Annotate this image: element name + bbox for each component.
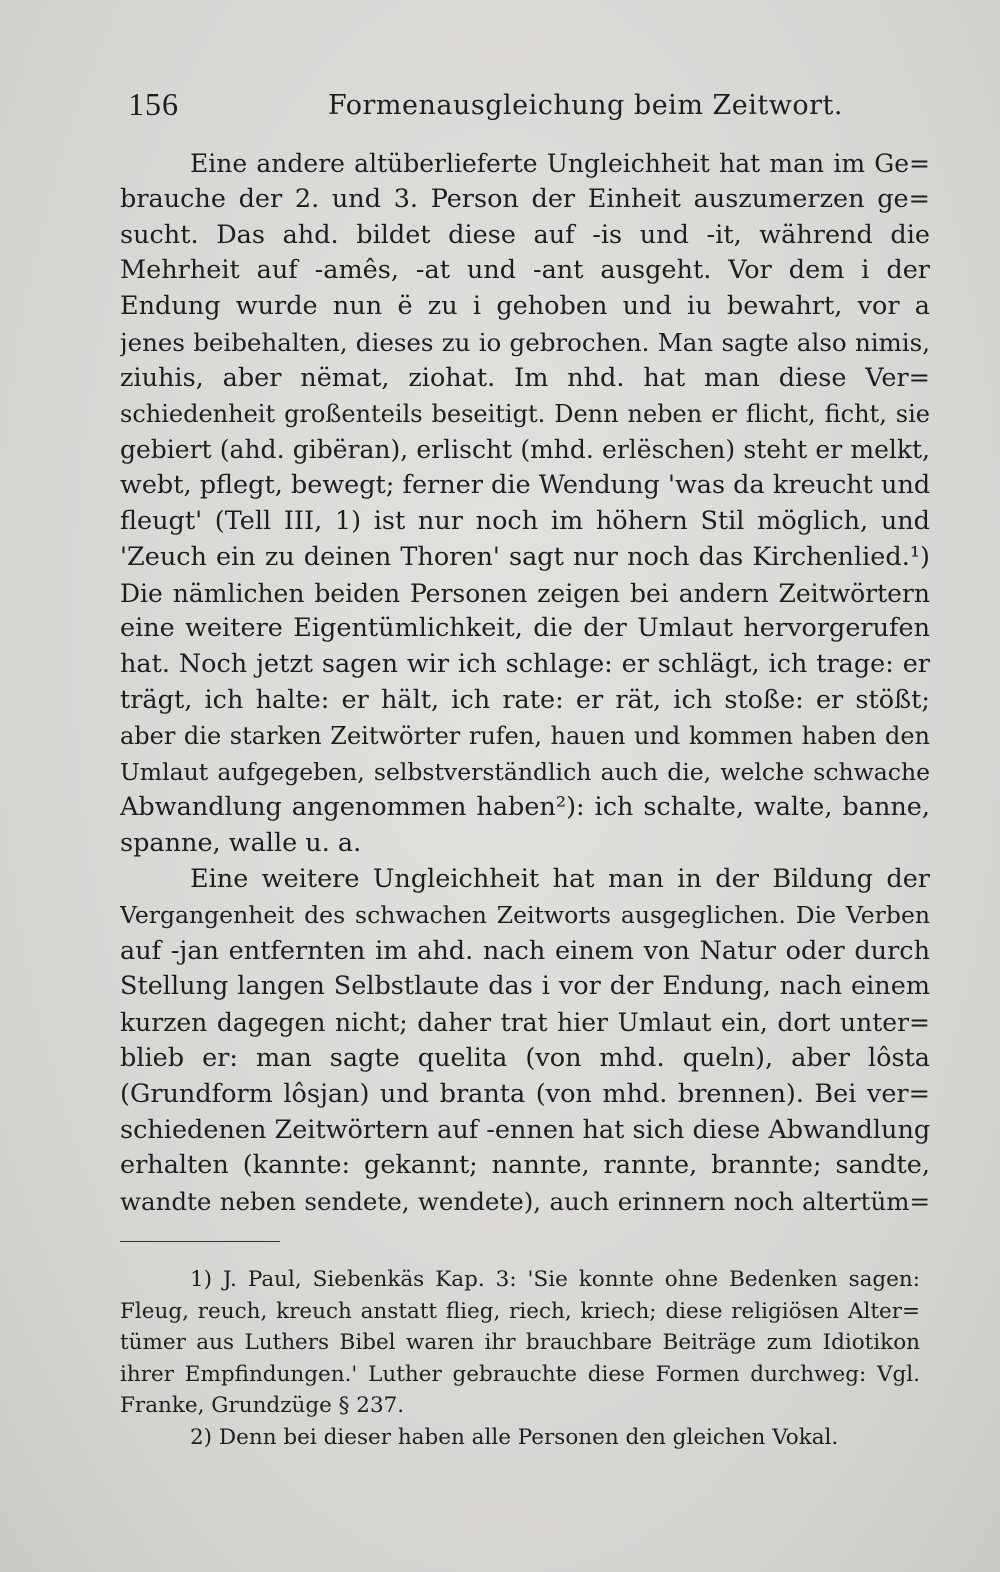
text-line: (Grundform lôsjan) und branta (von mhd. brennen). Bei ver= [120,1078,930,1109]
footnotes [120,1264,920,1453]
text-line: Vergangenheit des schwachen Zeitworts ausgeglichen. Die Verben [120,900,930,929]
footnote-line: Fleug, reuch, kreuch anstatt flieg, riech, kriech; diese religiösen Alter= [120,1298,920,1324]
text-line: Endung wurde nun ë zu i gehoben und iu bewahrt, vor a [120,291,930,322]
text-line: Abwandlung angenommen haben²): ich schalte, walte, banne, [120,792,930,823]
text-line: blieb er: man sagte quelita (von mhd. queln), aber lôsta [120,1042,930,1073]
footnote-line: 1) J. Paul, Siebenkäs Kap. 3: 'Sie konnte ohne Bedenken sagen: [190,1267,920,1292]
text-line: wandte neben sendete, wendete), auch erinnern noch altertüm= [120,1187,930,1217]
text-line: kurzen dagegen nicht; daher trat hier Umlaut ein, dort unter= [120,1008,930,1038]
text-line: Stellung langen Selbstlaute das i vor der Endung, nach einem [120,971,930,1002]
text-line: Umlaut aufgegeben, selbstverständlich auch die, welche schwache [120,757,930,786]
footnote-divider [120,1241,280,1242]
text-line: hat. Noch jetzt sagen wir ich schlage: er schlägt, ich trage: er [120,649,930,680]
text-line: sucht. Das ahd. bildet diese auf -is und -it, während die [120,219,930,250]
footnote-line: Franke, Grundzüge § 237. [120,1393,405,1418]
footnote-1 [120,1264,920,1422]
text-line: webt, pflegt, bewegt; ferner die Wendung 'was da kreucht und [120,470,930,501]
footnote-line: 2) Denn bei dieser haben alle Personen den gleichen Vokal. [190,1424,839,1450]
text-line: gebiert (ahd. gibëran), erlischt (mhd. erlëschen) steht er melkt, [120,435,930,465]
running-head: Formenausgleichung beim Zeitwort. [328,90,843,121]
paragraph-1 [120,146,930,862]
text-line: trägt, ich halte: er hält, ich rate: er rät, ich stoße: er stößt; [120,684,930,715]
text-line: aber die starken Zeitwörter rufen, hauen und kommen haben den [120,721,930,750]
text-line: schiedenen Zeitwörtern auf -ennen hat sich diese Abwandlung [120,1114,930,1145]
text-line: schiedenheit großenteils beseitigt. Denn neben er flicht, ficht, sie [120,399,930,428]
text-line: fleugt' (Tell III, 1) ist nur noch im höhern Stil möglich, und [120,505,930,536]
text-line: brauche der 2. und 3. Person der Einheit auszumerzen ge= [120,183,930,214]
text-line: auf -jan entfernten im ahd. nach einem von Natur oder durch [120,935,930,966]
text-line: 'Zeuch ein zu deinen Thoren' sagt nur noch das Kirchenlied.¹) [120,541,930,572]
text-line: erhalten (kannte: gekannt; nannte, rannte, brannte; sandte, [120,1150,930,1181]
text-line: jenes beibehalten, dieses zu io gebrochen. Man sagte also nimis, [120,327,930,357]
text-line: Mehrheit auf -amês, -at und -ant ausgeht. Vor dem i der [120,255,930,286]
paragraph-2 [120,862,930,1220]
page-number: 156 [128,86,179,122]
footnote-line: ihrer Empfindungen.' Luther gebrauchte diese Formen durchweg: Vgl. [120,1361,920,1387]
text-line: eine weitere Eigentümlichkeit, die der Umlaut hervorgerufen [120,613,930,644]
text-line: Eine weitere Ungleichheit hat man in der Bildung der [190,863,930,894]
body-text [120,146,930,1220]
page-header [128,86,928,126]
text-line: Die nämlichen beiden Personen zeigen bei andern Zeitwörtern [120,578,930,608]
text-line: spanne, walle u. a. [120,828,362,859]
text-line: Eine andere altüberlieferte Ungleichheit hat man im Ge= [190,149,930,178]
text-line: ziuhis, aber nëmat, ziohat. Im nhd. hat man diese Ver= [120,362,930,393]
footnote-line: tümer aus Luthers Bibel waren ihr brauchbare Beiträge zum Idiotikon [120,1330,920,1355]
footnote-2 [120,1422,920,1454]
